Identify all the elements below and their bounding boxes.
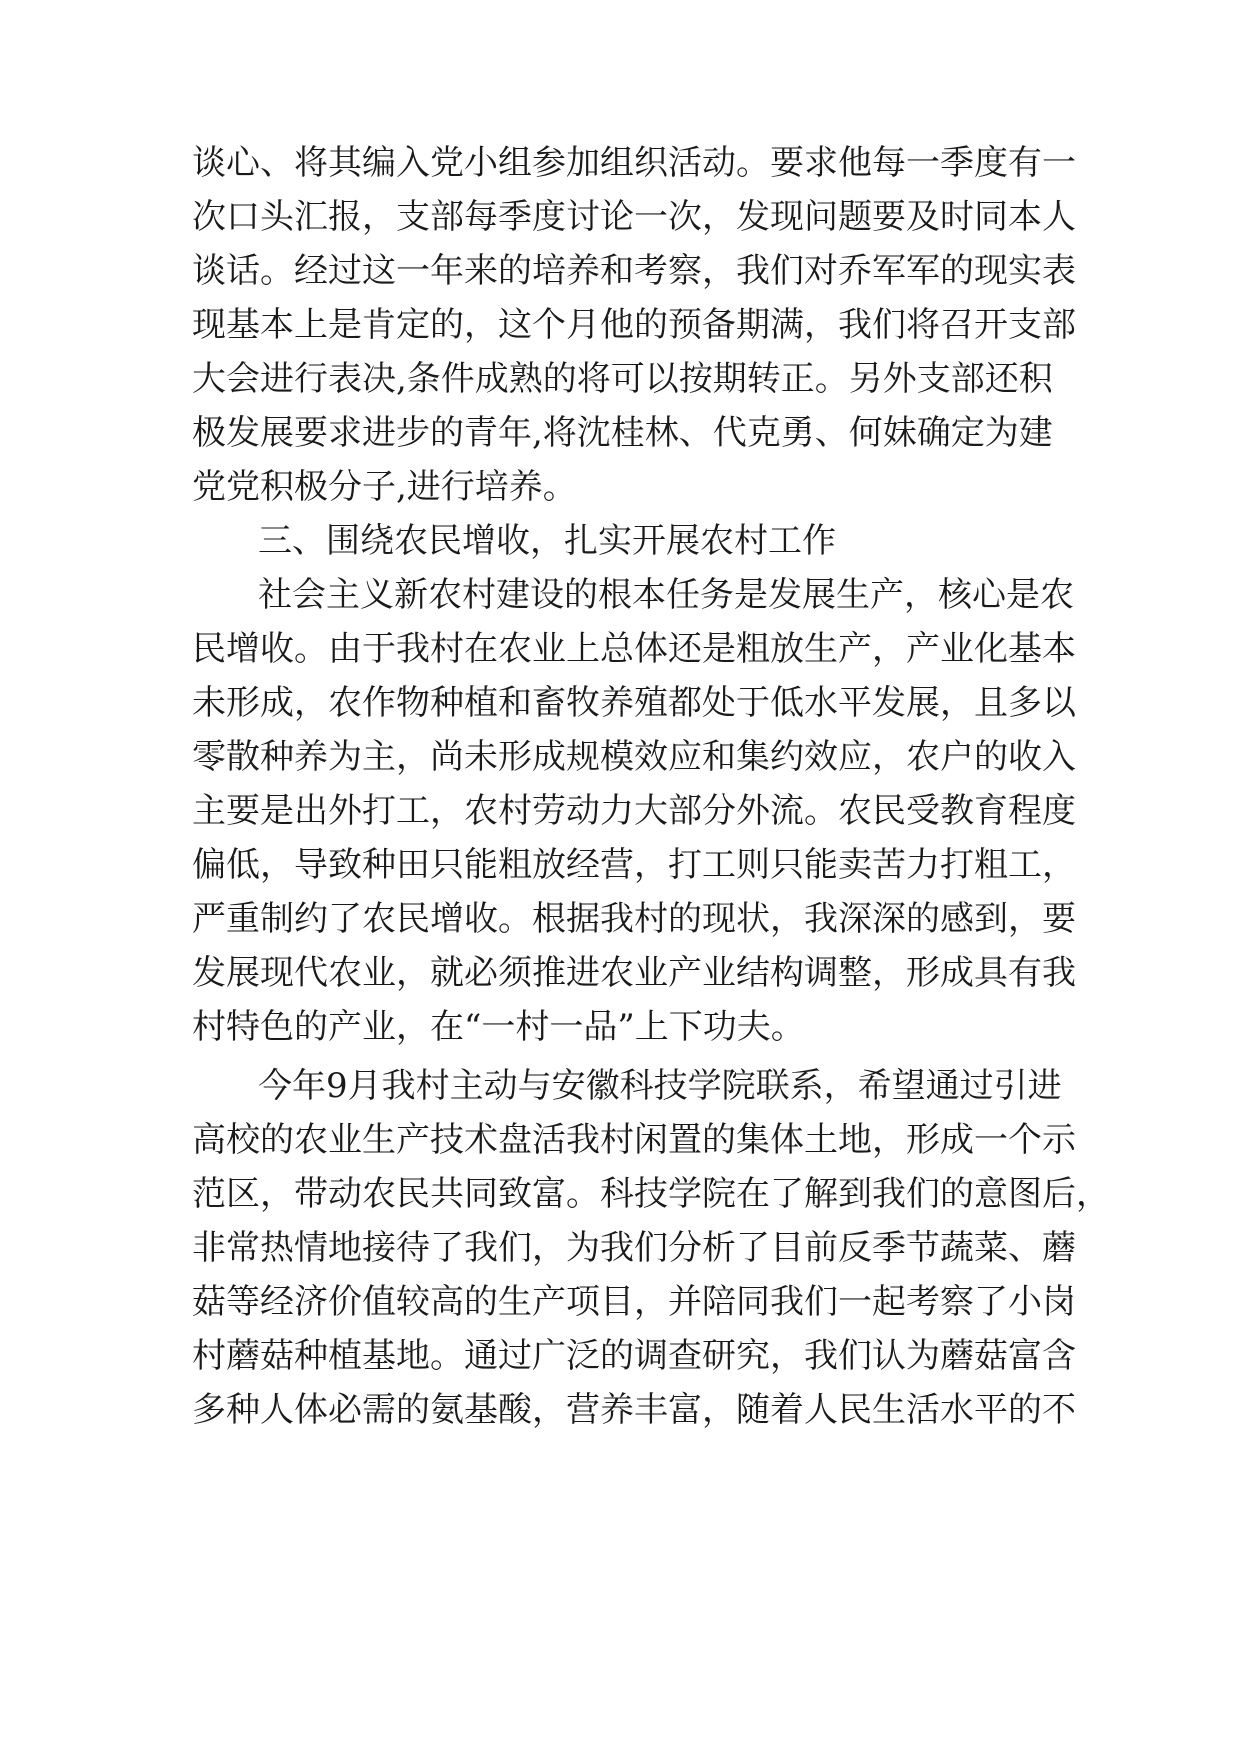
paragraph-line: 零散种养为主，尚未形成规模效应和集约效应，农户的收入 <box>192 737 1076 777</box>
paragraph-line: 偏低，导致种田只能粗放经营，打工则只能卖苦力打粗工， <box>192 845 1076 885</box>
paragraph-line: 村蘑菇种植基地。通过广泛的调查研究，我们认为蘑菇富含 <box>192 1336 1076 1376</box>
paragraph-line: 次口头汇报，支部每季度讨论一次，发现问题要及时同本人 <box>192 197 1076 237</box>
paragraph-line: 今年9月我村主动与安徽科技学院联系，希望通过引进 <box>258 1066 1062 1106</box>
paragraph-line: 主要是出外打工，农村劳动力大部分外流。农民受教育程度 <box>192 791 1076 831</box>
paragraph-line: 村特色的产业，在“一村一品”上下功夫。 <box>192 1007 805 1047</box>
paragraph-line: 党党积极分子,进行培养。 <box>192 467 577 507</box>
paragraph-line: 极发展要求进步的青年,将沈桂林、代克勇、何妹确定为建 <box>192 413 1053 453</box>
paragraph-line: 社会主义新农村建设的根本任务是发展生产，核心是农 <box>258 575 1074 615</box>
paragraph-line: 大会进行表决,条件成熟的将可以按期转正。另外支部还积 <box>192 359 1053 399</box>
paragraph-line: 谈话。经过这一年来的培养和考察，我们对乔军军的现实表 <box>192 251 1076 291</box>
paragraph-line: 未形成，农作物种植和畜牧养殖都处于低水平发展，且多以 <box>192 683 1076 723</box>
paragraph-line: 非常热情地接待了我们，为我们分析了目前反季节蔬菜、蘑 <box>192 1228 1076 1268</box>
paragraph-line: 多种人体必需的氨基酸，营养丰富，随着人民生活水平的不 <box>192 1390 1076 1430</box>
paragraph-line: 发展现代农业，就必须推进农业产业结构调整，形成具有我 <box>192 953 1076 993</box>
paragraph-line: 谈心、将其编入党小组参加组织活动。要求他每一季度有一 <box>192 143 1076 183</box>
paragraph-line: 范区，带动农民共同致富。科技学院在了解到我们的意图后， <box>192 1174 1110 1214</box>
paragraph-line: 高校的农业生产技术盘活我村闲置的集体土地，形成一个示 <box>192 1120 1076 1160</box>
paragraph-line: 菇等经济价值较高的生产项目，并陪同我们一起考察了小岗 <box>192 1282 1076 1322</box>
paragraph-line: 民增收。由于我村在农业上总体还是粗放生产，产业化基本 <box>192 629 1076 669</box>
paragraph-line: 现基本上是肯定的，这个月他的预备期满，我们将召开支部 <box>192 305 1076 345</box>
section-heading: 三、围绕农民增收，扎实开展农村工作 <box>258 521 836 561</box>
paragraph-line: 严重制约了农民增收。根据我村的现状，我深深的感到，要 <box>192 899 1076 939</box>
